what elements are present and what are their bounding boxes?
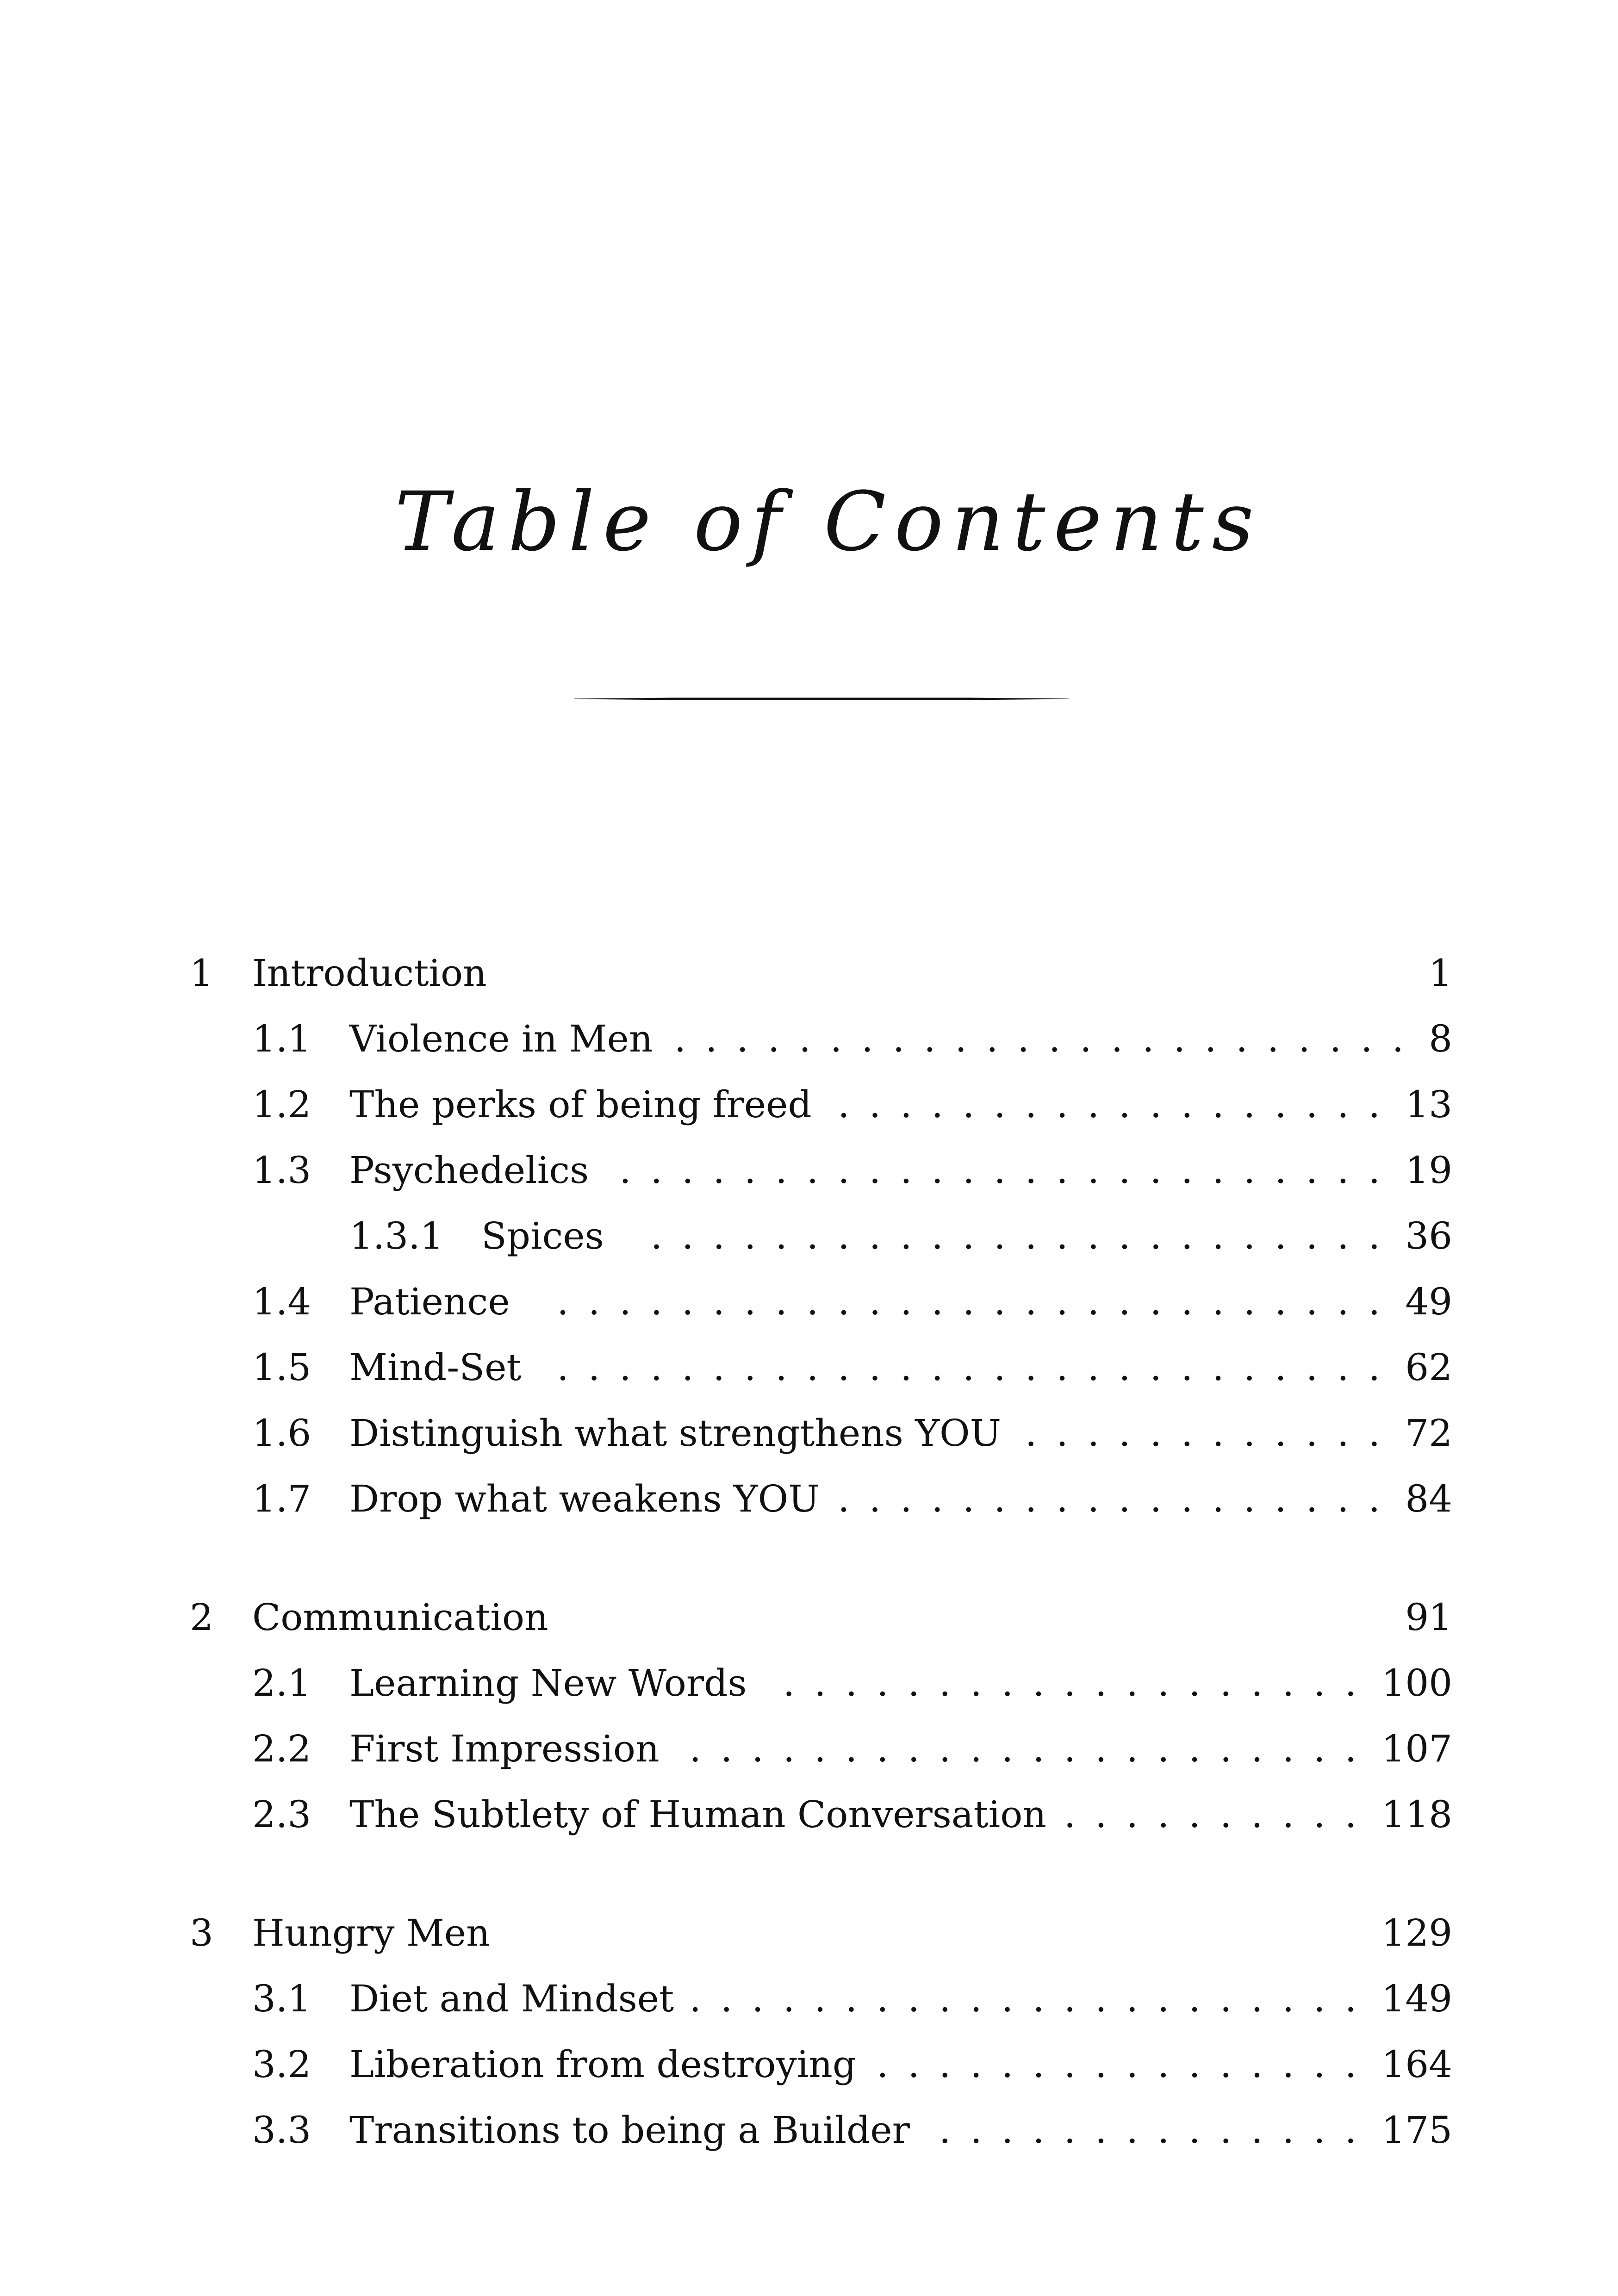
toc-entry-title: First Impression (349, 1727, 660, 1770)
title-divider (574, 697, 1069, 701)
toc-dot-leader: ......................... (619, 1149, 1400, 1192)
toc-entry-title: The Subtlety of Human Conversation (349, 1793, 1046, 1836)
toc-entry-page-number: 107 (1382, 1727, 1452, 1770)
toc-entry-number: 1.3 (252, 1149, 311, 1192)
toc-section-entry[interactable] (0, 1789, 1618, 1840)
toc-dot-leader: .................. (838, 1477, 1400, 1520)
toc-section-entry[interactable] (0, 1145, 1618, 1196)
toc-dot-leader: ...................... (689, 1977, 1376, 2020)
toc-entry-page-number: 13 (1405, 1083, 1452, 1126)
toc-section-entry[interactable] (0, 1014, 1618, 1064)
toc-chapter-entry[interactable] (0, 1592, 1618, 1643)
toc-chapter-entry[interactable] (0, 1908, 1618, 1959)
toc-dot-leader: ................... (783, 1661, 1376, 1705)
toc-entry-number: 3 (190, 1911, 213, 1954)
toc-entry-number: 1.1 (252, 1017, 311, 1060)
toc-entry-title: Transitions to being a Builder (349, 2109, 910, 2152)
toc-entry-page-number: 164 (1382, 2043, 1452, 2086)
toc-section-entry[interactable] (0, 1973, 1618, 2024)
toc-section-entry[interactable] (0, 2105, 1618, 2156)
toc-entry-page-number: 100 (1382, 1661, 1452, 1705)
toc-entry-number: 2.1 (252, 1661, 311, 1705)
toc-entry-title: Drop what weakens YOU (349, 1477, 820, 1520)
toc-entry-page-number: 129 (1382, 1911, 1452, 1954)
page-title: Table of Contents (394, 474, 1262, 569)
toc-dot-leader: ............ (1025, 1412, 1400, 1455)
toc-entry-number: 1.3.1 (349, 1214, 444, 1257)
toc-entry-title: Psychedelics (349, 1149, 589, 1192)
toc-section-entry[interactable] (0, 1079, 1618, 1130)
toc-entry-number: 1.5 (252, 1346, 311, 1389)
toc-entry-page-number: 175 (1382, 2109, 1452, 2152)
toc-entry-number: 2 (190, 1596, 213, 1639)
toc-section-entry[interactable] (0, 1474, 1618, 1524)
toc-entry-page-number: 36 (1405, 1214, 1452, 1257)
toc-entry-number: 1 (190, 952, 213, 995)
toc-entry-number: 3.1 (252, 1977, 311, 2020)
toc-entry-page-number: 1 (1429, 952, 1452, 995)
toc-dot-leader: .............. (939, 2109, 1376, 2152)
toc-entry-title: Mind-Set (349, 1346, 522, 1389)
toc-entry-number: 3.2 (252, 2043, 311, 2086)
toc-section-entry[interactable] (0, 1658, 1618, 1709)
toc-entry-page-number: 72 (1405, 1412, 1452, 1455)
toc-entry-page-number: 8 (1429, 1017, 1452, 1060)
toc-dot-leader: ........................... (557, 1346, 1400, 1389)
toc-entry-title: Liberation from destroying (349, 2043, 857, 2086)
toc-entry-page-number: 118 (1382, 1793, 1452, 1836)
toc-entry-title: The perks of being freed (349, 1083, 812, 1126)
toc-dot-leader: ........................... (557, 1280, 1400, 1323)
toc-entry-title: Violence in Men (349, 1017, 653, 1060)
toc-section-entry[interactable] (0, 1211, 1618, 1262)
toc-entry-number: 1.4 (252, 1280, 311, 1323)
toc-section-entry[interactable] (0, 1408, 1618, 1459)
toc-entry-number: 3.3 (252, 2109, 311, 2152)
toc-section-entry[interactable] (0, 2039, 1618, 2090)
toc-entry-number: 1.7 (252, 1477, 311, 1520)
toc-dot-leader: .................. (838, 1083, 1400, 1126)
toc-dot-leader: .......... (1064, 1793, 1376, 1836)
toc-dot-leader: ........................ (674, 1017, 1423, 1060)
toc-entry-title: Patience (349, 1280, 510, 1323)
toc-entry-title: Hungry Men (252, 1911, 490, 1954)
toc-entry-title: Communication (252, 1596, 548, 1639)
toc-entry-page-number: 49 (1405, 1280, 1452, 1323)
toc-entry-page-number: 62 (1405, 1346, 1452, 1389)
toc-entry-page-number: 84 (1405, 1477, 1452, 1520)
toc-section-entry[interactable] (0, 1724, 1618, 1774)
toc-entry-number: 1.6 (252, 1412, 311, 1455)
toc-chapter-entry[interactable] (0, 948, 1618, 999)
toc-entry-page-number: 91 (1405, 1596, 1452, 1639)
toc-entry-number: 2.2 (252, 1727, 311, 1770)
toc-entry-page-number: 19 (1405, 1149, 1452, 1192)
toc-dot-leader: ........................ (650, 1214, 1400, 1257)
toc-section-entry[interactable] (0, 1342, 1618, 1393)
toc-dot-leader: ...................... (689, 1727, 1376, 1770)
toc-entry-title: Spices (481, 1214, 604, 1257)
toc-entry-title: Distinguish what strengthens YOU (349, 1412, 1002, 1455)
toc-entry-number: 2.3 (252, 1793, 311, 1836)
toc-entry-title: Introduction (252, 952, 487, 995)
toc-section-entry[interactable] (0, 1276, 1618, 1327)
toc-entry-title: Learning New Words (349, 1661, 747, 1705)
toc-entry-page-number: 149 (1382, 1977, 1452, 2020)
toc-dot-leader: ................ (877, 2043, 1376, 2086)
toc-entry-title: Diet and Mindset (349, 1977, 674, 2020)
toc-entry-number: 1.2 (252, 1083, 311, 1126)
